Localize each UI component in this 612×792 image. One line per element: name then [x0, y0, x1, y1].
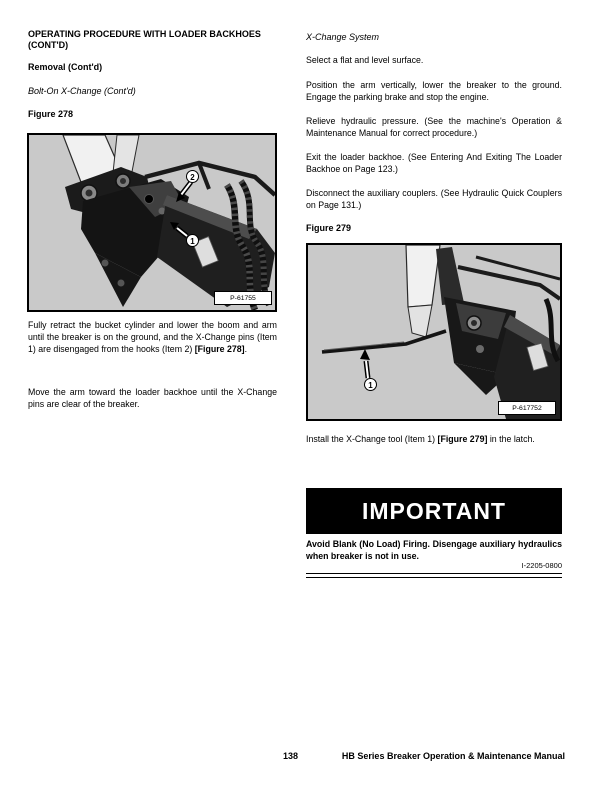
xchange-system-heading: X-Change System — [306, 32, 380, 42]
page-number: 138 — [283, 751, 299, 761]
figure-278 — [27, 133, 277, 312]
figure-279-photo — [308, 245, 560, 419]
paragraph-exit-backhoe: Exit the loader backhoe. (See Entering And Exiting The Loader Backhoe on Page 123.) — [306, 152, 562, 174]
important-notice-box — [306, 488, 562, 534]
paragraph-install-post: in the latch. — [487, 434, 535, 444]
callout-1-badge: 1 — [364, 378, 377, 391]
callout-1-badge: 1 — [186, 234, 199, 247]
photo-id-label: P-61755 — [214, 291, 272, 305]
paragraph-install-tool — [306, 433, 562, 445]
figure-278-caption: Figure 278 — [28, 109, 74, 119]
callout-2-badge: 2 — [186, 170, 199, 183]
photo-id-label: P-617752 — [498, 401, 556, 415]
paragraph-relieve-pressure: Relieve hydraulic pressure. (See the machine's Operation & Maintenance Manual for correct procedure.) — [306, 116, 562, 138]
section-heading: OPERATING PROCEDURE WITH LOADER BACKHOES (CONT'D) — [28, 29, 261, 50]
figure-278-photo — [29, 135, 275, 310]
paragraph-move-arm: Move the arm toward the loader backhoe until the X-Change pins are clear of the breaker. — [28, 387, 277, 409]
manual-title: HB Series Breaker Operation & Maintenance Manual — [341, 751, 565, 761]
paragraph-retract — [28, 319, 277, 355]
paragraph-disconnect-couplers: Disconnect the auxiliary couplers. (See Hydraulic Quick Couplers on Page 131.) — [306, 188, 562, 210]
important-title: IMPORTANT — [361, 497, 506, 524]
important-notice-text: Avoid Blank (No Load) Firing. Disengage auxiliary hydraulics when breaker is not in use. — [306, 539, 562, 561]
paragraph-retract-text: Fully retract the bucket cylinder and lower the boom and arm until the breaker is on the ground, and the X-Change pins (Item 1) are disengaged from the hooks (Item 2) — [28, 320, 277, 354]
section-end-rule — [306, 573, 562, 578]
bolton-subheading: Bolt-On X-Change (Cont'd) — [28, 86, 136, 96]
figure-278-reference: [Figure 278] — [194, 344, 245, 354]
paragraph-position-arm: Position the arm vertically, lower the breaker to the ground. Engage the parking brake and stop the engine. — [306, 80, 562, 102]
figure-279 — [306, 243, 562, 421]
figure-279-reference: [Figure 279] — [437, 434, 488, 444]
figure-279-caption: Figure 279 — [306, 223, 352, 233]
document-code: I-2205-0800 — [521, 561, 562, 570]
removal-subheading: Removal (Cont'd) — [28, 62, 103, 72]
paragraph-install-pre: Install the X-Change tool (Item 1) — [306, 434, 438, 444]
paragraph-retract-period: . — [244, 344, 248, 354]
paragraph-select-surface: Select a flat and level surface. — [306, 55, 424, 65]
